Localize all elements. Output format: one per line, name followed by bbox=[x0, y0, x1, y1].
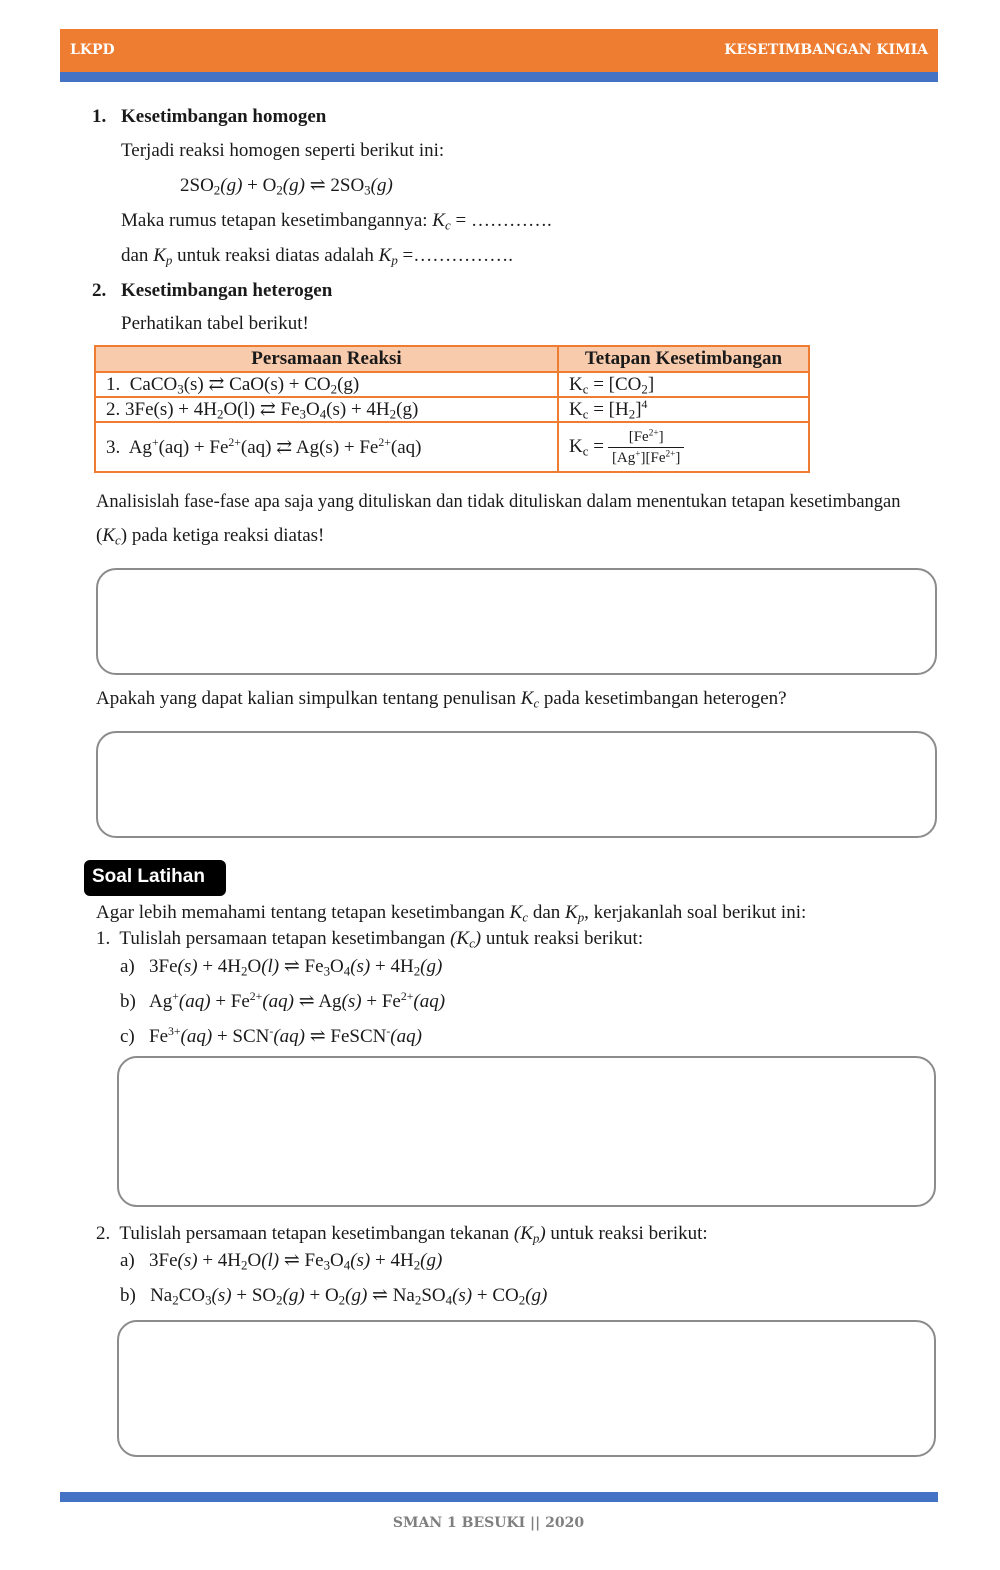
answer-box-conclusion[interactable] bbox=[96, 731, 937, 838]
practice-q1-number: 1. bbox=[96, 928, 111, 949]
section2-question2: Apakah yang dapat kalian simpulkan tentang penulisan $K_c$ pada kesetimbangan heterogen? bbox=[96, 688, 787, 711]
item-label: b) bbox=[120, 1285, 136, 1306]
practice-q1-item-c: c) $Fe^{3+}(aq) + SCN^-(aq)$ ⇌ FeSCN-(aq) bbox=[120, 1024, 422, 1047]
answer-box-phases[interactable] bbox=[96, 568, 937, 675]
header-blue-rule bbox=[60, 72, 938, 82]
practice-q2-item-b: b) $Na_2CO_3(s) + SO_2(g) + O_2(g)$ ⇌ $Na_2SO_4(s) + CO_2(g)$ bbox=[120, 1285, 548, 1308]
practice-q2-item-a: a) $3Fe(s) + 4H_2O(l)$ ⇌ $Fe_3O_4(s) + 4H_2(g)$ bbox=[120, 1250, 443, 1273]
header-right-title: KESETIMBANGAN KIMIA bbox=[724, 42, 928, 58]
section2-heading bbox=[92, 279, 332, 303]
section1-intro: Terjadi reaksi homogen seperti berikut ini: bbox=[121, 140, 445, 161]
practice-q1: 1. Tulislah persamaan tetapan kesetimbangan $(K_c)$ untuk reaksi berikut: bbox=[96, 928, 644, 951]
practice-intro: Agar lebih memahami tentang tetapan kesetimbangan $K_c$ dan $K_p$, kerjakanlah soal berikut ini: bbox=[96, 902, 807, 925]
kc-blank[interactable]: …………. bbox=[470, 210, 552, 231]
kc-fraction: $\frac{[Fe^{2+}]}{[Ag^+][Fe^{2+}]}$ bbox=[608, 428, 684, 467]
footer-text: SMAN 1 BESUKI || 2020 bbox=[392, 1515, 585, 1531]
section2-question1-line1: Analisislah fase-fase apa saja yang dituliskan dan tidak dituliskan dalam menentukan tetapan kesetimbangan bbox=[96, 492, 901, 512]
item-label: b) bbox=[120, 991, 136, 1012]
table-row bbox=[95, 422, 809, 472]
table-header-reaction: Persamaan Reaksi bbox=[95, 346, 558, 372]
table-cell-reaction: 3. $Ag^+(aq) + Fe^{2+}(aq)$ ⇄ $Ag(s) + Fe^{2+}(aq)$ bbox=[95, 422, 558, 472]
table-cell-reaction: 2. $3Fe(s) + 4H_2O(l)$ ⇄ $Fe_3O_4(s) + 4H_2(g)$ bbox=[95, 397, 558, 422]
item-label: a) bbox=[120, 1250, 135, 1271]
table-cell-constant: $K_c = [CO_2]$ bbox=[558, 372, 809, 397]
header-bar bbox=[60, 29, 938, 72]
practice-q2: 2. Tulislah persamaan tetapan kesetimbangan tekanan $(K_p)$ untuk reaksi berikut: bbox=[96, 1223, 708, 1246]
table-header-row bbox=[95, 346, 809, 372]
item-label: a) bbox=[120, 956, 135, 977]
section1-heading bbox=[92, 105, 326, 129]
practice-q2-number: 2. bbox=[96, 1223, 111, 1244]
header-left-title: LKPD bbox=[70, 42, 115, 58]
table-row bbox=[95, 372, 809, 397]
item-label: c) bbox=[120, 1026, 135, 1047]
equilibrium-table bbox=[94, 345, 810, 473]
practice-tag bbox=[84, 860, 226, 896]
table-header-constant: Tetapan Kesetimbangan bbox=[558, 346, 809, 372]
table-cell-reaction: 1. CaCO$_3$(s) ⇄ $CaO(s) + CO_2(g)$ bbox=[95, 372, 558, 397]
section1-title: Kesetimbangan homogen bbox=[121, 106, 327, 127]
footer-blue-rule bbox=[60, 1492, 938, 1502]
section1-kc-prompt: Maka rumus tetapan kesetimbangannya: $K_c$ = …………. bbox=[121, 210, 552, 233]
section1-reaction: $2SO_2(g) + O_2(g)$ ⇌ $2SO_3(g)$ bbox=[180, 175, 393, 198]
section2-number: 2. bbox=[92, 280, 107, 301]
section2-intro: Perhatikan tabel berikut! bbox=[121, 313, 309, 334]
section1-kp-prompt: dan $K_p$ untuk reaksi diatas adalah $K_p$ =……………. bbox=[121, 245, 513, 268]
table-cell-constant: $K_c = [H_2]^4$ bbox=[558, 397, 809, 422]
practice-q1-item-a: a) $3Fe(s) + 4H_2O(l)$ ⇌ $Fe_3O_4(s) + 4H_2(g)$ bbox=[120, 956, 443, 979]
table-cell-constant: $K_c$ = $\frac{[Fe^{2+}]}{[Ag^+][Fe^{2+}]}$ bbox=[558, 422, 809, 472]
table-row bbox=[95, 397, 809, 422]
practice-q1-item-b: b) $Ag^+(aq) + Fe^{2+}(aq)$ ⇌ $Ag(s) + Fe^{2+}(aq)$ bbox=[120, 989, 446, 1012]
section1-number: 1. bbox=[92, 106, 107, 127]
practice-tag-label: Soal Latihan bbox=[92, 866, 205, 887]
section2-question1-line2: $(K_c)$ pada ketiga reaksi diatas! bbox=[96, 525, 325, 548]
answer-box-kp[interactable] bbox=[117, 1320, 936, 1457]
answer-box-kc[interactable] bbox=[117, 1056, 936, 1207]
section2-title: Kesetimbangan heterogen bbox=[121, 280, 333, 301]
kp-blank[interactable]: ……………. bbox=[413, 245, 513, 266]
